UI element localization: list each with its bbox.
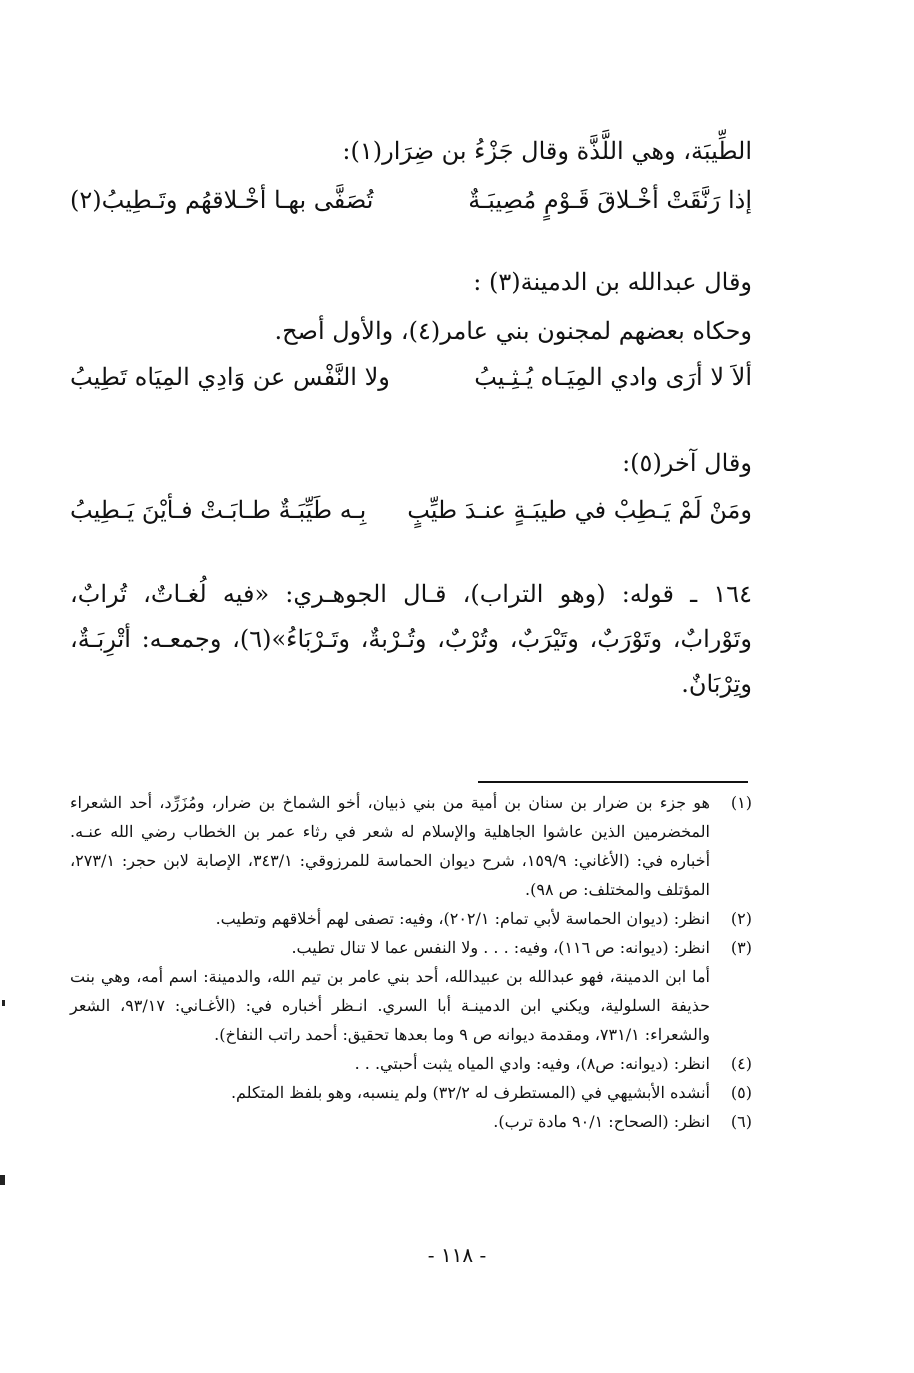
footnote-text: انظر: (الصحاح: ٩٠/١ مادة ترب). [493,1112,710,1131]
verse-2-first-hemistich: ألاَ لا أرَى وادي المِيَـاه يُـثِـيبُ [474,363,752,391]
footnote-text: أنشده الأبشيهي في (المستطرف له ٣٢/٢) ولم ينسبه، وهو بلفظ المتكلم. [230,1083,710,1102]
verse-3-first-hemistich: ومَنْ لَمْ يَـطِبْ في طيبَـةٍ عنـدَ طيِّبٍ [407,496,752,524]
footnote-number: (٥) [730,1083,752,1102]
footnote-separator [478,781,748,783]
verse-1-second-hemistich: تُصَفَّى بهـا أخْـلاقهُم وتَـطِيبُ(٢) [70,186,374,214]
footnote-text: انظر: (ديوانه: ص٨)، وفيه: وادي المياه يثبت أحبتي. . . [354,1054,710,1073]
attribution-line-2: وقال آخر(٥): [622,449,752,477]
footnote-number: (١) [730,793,752,812]
footnote-2 [70,904,752,933]
verse-2-second-hemistich: ولا النَّفْس عن وَادِي المِيَاه تَطِيبُ [70,363,390,391]
footnote-3 [70,933,752,962]
footnote-text: انظر: (ديوان الحماسة لأبي تمام: ٢٠٢/١)، وفيه: تصفى لهم أخلاقهم وتطيب. [215,909,710,928]
footnote-1 [70,788,752,904]
scan-edge-mark [0,1175,5,1185]
footnotes [70,788,752,1136]
verse-3 [70,490,752,530]
footnote-text: هو جزء بن ضرار بن سنان بن أمية من بني ذبيان، أخو الشماخ بن ضرار، ومُزَرِّد، أحد الشعراء المخضرمين الذين عاشوا الجاهلية والإسلام له شعر في رثاء عمر بن الخطاب رضي الله عنـه. أخباره في: (الأغاني: ١٥٩/٩، شرح ديوان الحماسة للمرزوقي: ٣٤٣/١، الإصابة لابن حجر: ٢٧٣/١، المؤتلف والمختلف: ص ٩٨). [70,793,711,899]
note-line: وحكاه بعضهم لمجنون بني عامر(٤)، والأول أصح. [274,317,752,345]
footnote-number: (٦) [730,1112,752,1131]
verse-3-second-hemistich: بِـه طَيِّبَـةٌ طـابَـتْ فـأيْنَ يَـطِيبُ [70,496,367,524]
page-number: - ١١٨ - [427,1243,487,1267]
footnote-4 [70,1049,752,1078]
scan-edge-mark [2,1000,5,1006]
footnote-3-continuation [70,962,752,1049]
commentary-paragraph: ١٦٤ ـ قوله: (وهو التراب)، قـال الجوهـري: «فيه لُغـاتٌ، تُرابٌ، وتَوْرابٌ، وتَوْرَبٌ، وتَيْرَبٌ، وتُرْبٌ، وتُـرْبةٌ، وتَـرْبَاءُ»(٦)، وجمعـه: أتْرِبَـةٌ، وتِرْبَانٌ. [70,580,752,698]
verse-1-first-hemistich: إذا رَنَّقَتْ أخْـلاقَ قَـوْمٍ مُصِيبَـةٌ [468,186,752,214]
verse-1 [70,180,752,220]
footnote-text: انظر: (ديوانه: ص ١١٦)، وفيه: . . . ولا النفس عما لا تنال تطيب. [291,938,710,957]
footnote-number: (٣) [730,938,752,957]
attribution-line: وقال عبدالله بن الدمينة(٣) : [473,268,752,296]
footnote-number: (٢) [730,909,752,928]
footnote-6 [70,1107,752,1136]
footnote-number: (٤) [730,1054,752,1073]
footnote-5 [70,1078,752,1107]
intro-line: الطِّيبَة، وهي اللَّذَّة وقال جَزْءُ بن ضِرَار(١): [342,137,752,165]
verse-2 [70,357,752,397]
footnote-text: أما ابن الدمينة، فهو عبدالله بن عبيدالله، أحد بني عامر بن تيم الله، والدمينة: اسم أمه، وهي بنت حذيفة السلولية، ويكني ابن الدمينـة أبا السري. انـظر أخباره في: (الأغـاني: ٩٣/١٧، الشعر والشعراء: ٧٣١/١، ومقدمة ديوانه ص ٩ وما بعدها تحقيق: أحمد راتب النفاخ). [70,967,711,1044]
